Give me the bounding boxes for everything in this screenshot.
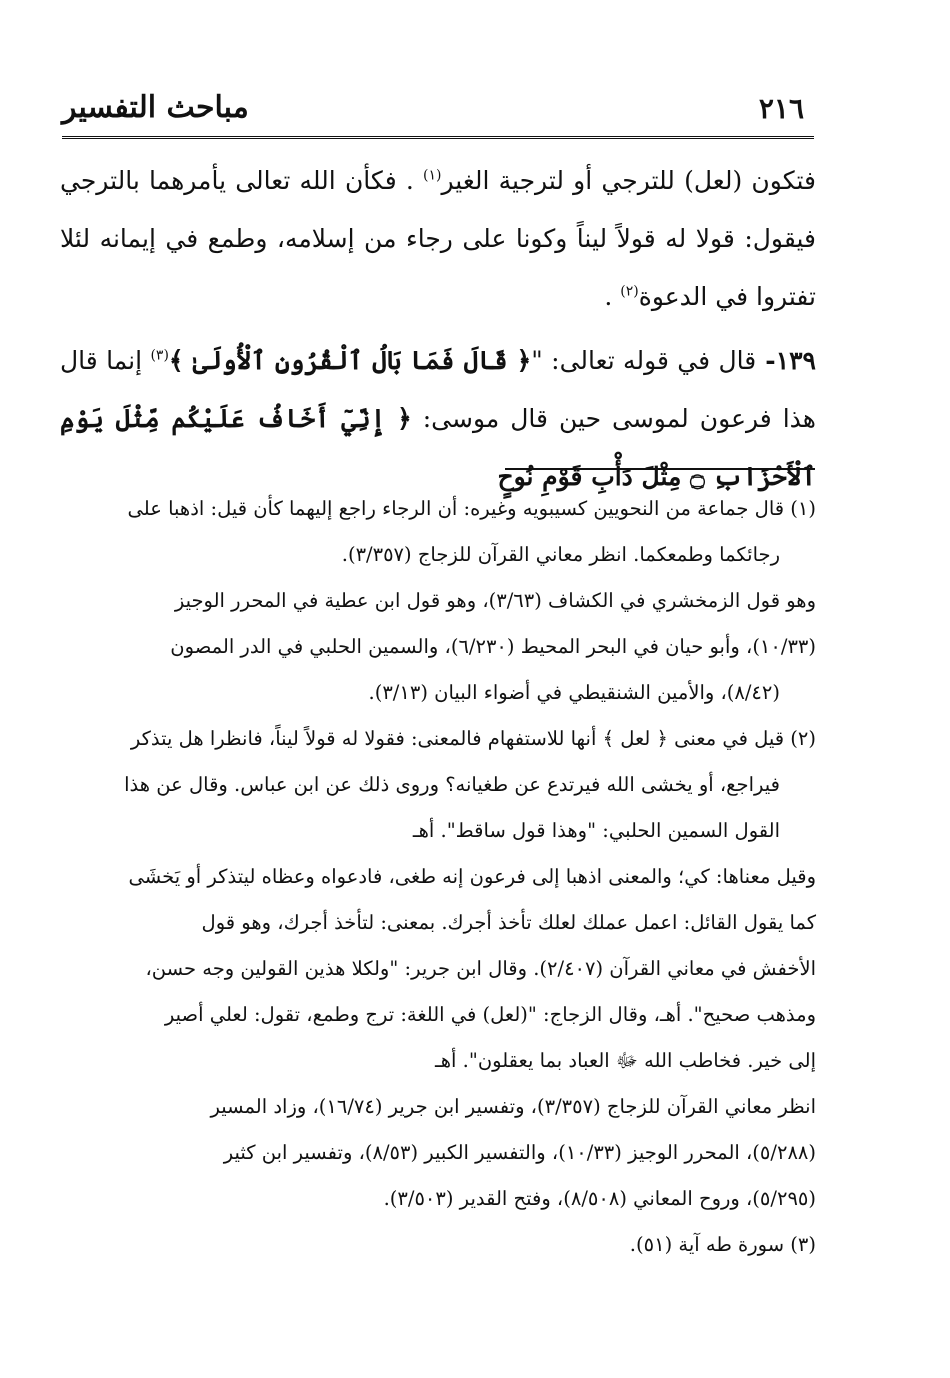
footnote-1-line: رجائكما وطمعكما. انظر معاني القرآن للزجاج (٣/٣٥٧).: [341, 543, 780, 566]
footnote-2-line: (٥/٢٨٨)، المحرر الوجيز (١٠/٣٣)، والتفسير الكبير (٨/٥٣)، وتفسير ابن كثير: [223, 1141, 816, 1164]
footnote-separator: [505, 468, 815, 470]
footnote-2-line: (٥/٢٩٥)، وروح المعاني (٨/٥٠٨)، وفتح القدير (٣/٥٠٣).: [383, 1187, 816, 1210]
paragraph-1-part-3: .: [604, 282, 621, 311]
paragraph-1-part-2: . فكأن الله تعالى يأمرهما بالترجي فيقول: قولا له قولاً ليناً وكونا على رجاء من إسلامه، وطمع في إيمانه لئلا تفتروا في الدعوة: [60, 166, 816, 311]
running-header: [62, 86, 814, 134]
paragraph-1: [60, 152, 816, 326]
quran-verse-2: ﴿ إِنِّيٓ أَخَافُ عَلَيْكُم مِّثْلَ يَوْمِ ٱلْأَحْزَابِ ۝ مِثْلَ دَأْبِ قَوْمِ نُوحٍ: [60, 404, 816, 491]
page-number: ٢١٦: [758, 92, 804, 125]
book-title: مباحث التفسير: [62, 90, 249, 125]
footnotes: [60, 486, 816, 1268]
footnote-2-line: (٢) قيل في معنى ﴿ لعل ﴾ أنها للاستفهام فالمعنى: فقولا له قولاً ليناً، فانظرا هل يتذكر: [130, 727, 816, 750]
footnote-1-line: وهو قول الزمخشري في الكشاف (٣/٦٣)، وهو قول ابن عطية في المحرر الوجيز: [174, 589, 816, 612]
footnote-1-line: (١) قال جماعة من النحويين كسيبويه وغيره: أن الرجاء راجع إليهما كأن قيل: اذهبا على: [127, 497, 816, 520]
footnote-1-line: (٨/٤٢)، والأمين الشنقيطي في أضواء البيان (٣/١٣).: [368, 681, 780, 704]
paragraph-2-middle: إنما قال هذا فرعون لموسى حين قال موسى:: [60, 346, 816, 433]
footnote-ref-2: (٢): [620, 283, 639, 300]
footnote-ref-3: (٣): [150, 347, 169, 364]
quran-verse-1: ﴿ قَالَ فَمَا بَالُ ٱلْقُرُونِ ٱلْأُولَىٰ ﴾: [168, 346, 532, 375]
footnote-2-line: الأخفش في معاني القرآن (٢/٤٠٧). وقال ابن جرير: "ولكلا هذين القولين وجه حسن،: [145, 957, 816, 980]
footnote-2-line: فيراجع، أو يخشى الله فيرتدع عن طغيانه؟ وروى ذلك عن ابن عباس. وقال عن هذا: [124, 773, 780, 796]
main-text: [60, 152, 816, 506]
paragraph-number: ١٣٩-: [756, 346, 816, 375]
footnote-2-line: القول السمين الحلبي: "وهذا قول ساقط". أهـ: [412, 819, 780, 842]
footnote-1-line: (١٠/٣٣)، وأبو حيان في البحر المحيط (٦/٢٣٠)، والسمين الحلبي في الدر المصون: [170, 635, 816, 658]
footnote-3-line: (٣) سورة طه آية (٥١).: [629, 1233, 816, 1256]
paragraph-1-part-1: فتكون (لعل) للترجي أو لترجية الغير: [441, 166, 816, 195]
footnote-2-line: وقيل معناها: كي؛ والمعنى اذهبا إلى فرعون إنه طغى، فادعواه وعظاه ليتذكر أو يَخشَى: [128, 865, 816, 888]
footnote-2-line: انظر معاني القرآن للزجاج (٣/٣٥٧)، وتفسير ابن جرير (١٦/٧٤)، وزاد المسير: [210, 1095, 816, 1118]
header-rule: [62, 136, 814, 139]
paragraph-2: [60, 332, 816, 506]
footnote-2-line: ومذهب صحيح". أهـ، وقال الزجاج: "(لعل) في اللغة: ترج وطمع، تقول: لعلي أصير: [164, 1003, 816, 1026]
footnote-2-line: إلى خير. فخاطب الله ﷻ العباد بما يعقلون". أهـ: [435, 1049, 816, 1072]
paragraph-2-intro: قال في قوله تعالى: ": [531, 346, 757, 375]
footnote-2-line: كما يقول القائل: اعمل عملك لعلك تأخذ أجرك. بمعنى: لتأخذ أجرك، وهو قول: [201, 911, 816, 934]
footnote-ref-1: (١): [423, 167, 442, 184]
